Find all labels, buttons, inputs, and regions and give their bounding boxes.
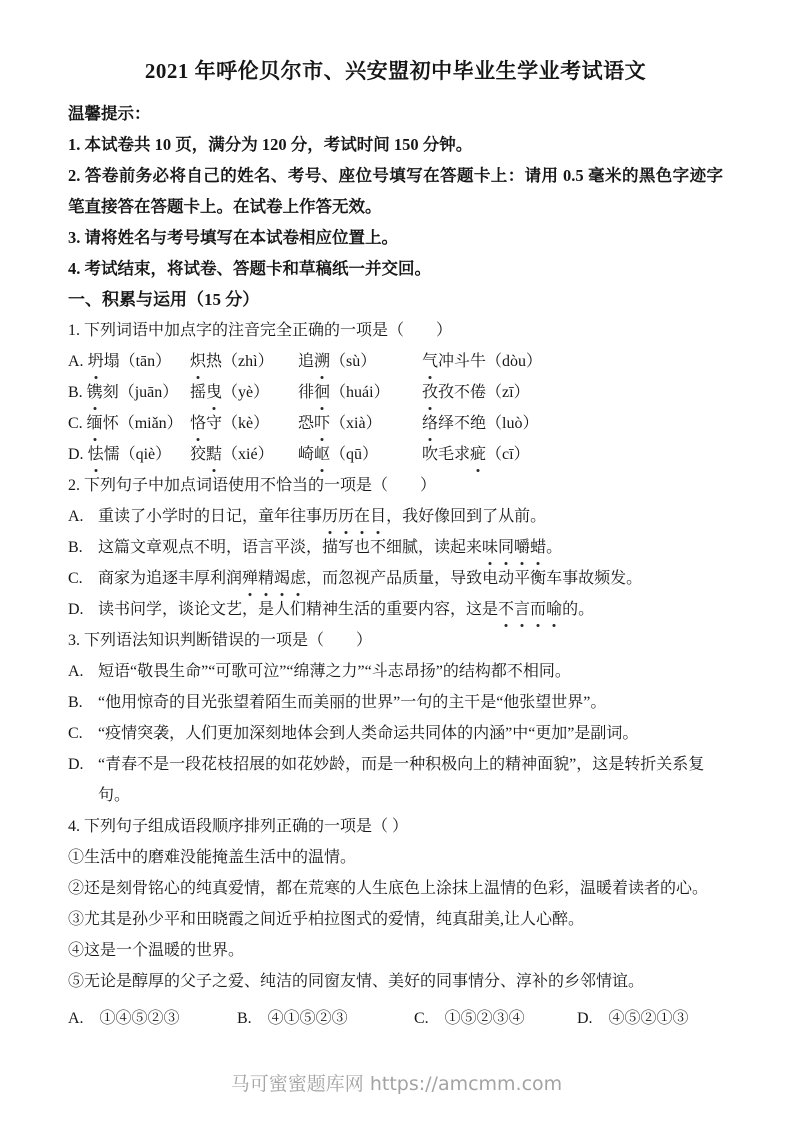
- option-label: D.: [68, 756, 84, 773]
- question-2-option-d: [68, 594, 723, 625]
- choice-b: B. ④①⑤②③: [237, 1010, 348, 1027]
- option-text: 这篇文章观点不明，语言平淡，描写也不细腻，读起来味同嚼蜡。: [98, 532, 723, 563]
- question-2-option-b: [68, 532, 723, 563]
- option-text: “他用惊奇的目光张望着陌生而美丽的世界”一句的主干是“他张望世界”。: [98, 694, 607, 711]
- notice-heading: 温馨提示：: [68, 104, 151, 123]
- option-cell: 恐吓（xià）: [298, 408, 422, 439]
- option-text: “疫情突袭，人们更加深刻地体会到人类命运共同体的内涵”中“更加”是副词。: [98, 725, 639, 742]
- option-text: 读书问学，谈论文艺，是人们精神生活的重要内容，这是不言而喻的。: [98, 594, 723, 625]
- choice-d: D. ④⑤②①③: [577, 1010, 689, 1027]
- question-4-sentence-3: ③尤其是孙少平和田晓霞之间近乎柏拉图式的爱情，纯真甜美,让人心醉。: [68, 911, 585, 928]
- option-cell: D. 怯懦（qiè）: [68, 439, 190, 470]
- question-4-sentence-2: ②还是刻骨铭心的纯真爱情，都在荒寒的人生底色上涂抹上温情的色彩，温暖着读者的心。: [68, 880, 709, 897]
- question-3-option-b: [68, 687, 723, 718]
- question-3-options: [68, 656, 723, 811]
- question-2-stem: 2. 下列句子中加点词语使用不恰当的一项是（ ）: [68, 477, 437, 494]
- option-label: A.: [68, 508, 84, 525]
- option-label: B.: [68, 539, 83, 556]
- section-heading: 一、积累与运用（15 分）: [68, 290, 260, 309]
- notice-section: [68, 98, 723, 284]
- question-2-option-a: [68, 501, 723, 532]
- question-1-stem: 1. 下列词语中加点字的注音完全正确的一项是（ ）: [68, 322, 453, 339]
- choice-c: C. ①⑤②③④: [414, 1010, 525, 1027]
- option-text: 商家为追逐丰厚利润殚精竭虑，而忽视产品质量，导致电动平衡车事故频发。: [98, 563, 723, 594]
- option-cell: 络绎不绝（luò）: [422, 408, 723, 439]
- question-1-options: [68, 346, 723, 470]
- question-2-option-c: [68, 563, 723, 594]
- question-4-choices: [68, 1003, 723, 1034]
- option-label: A.: [68, 663, 84, 680]
- question-1-option-row-c: [68, 408, 723, 439]
- option-cell: 追溯（sù）: [298, 346, 422, 377]
- question-2-options: [68, 501, 723, 625]
- page-title: 2021 年呼伦贝尔市、兴安盟初中毕业生学业考试语文: [144, 59, 647, 83]
- notice-item-3: 3. 请将姓名与考号填写在本试卷相应位置上。: [68, 228, 398, 247]
- option-cell: 恪守（kè）: [190, 408, 298, 439]
- option-cell: 孜孜不倦（zī）: [422, 377, 723, 408]
- question-1-option-row-b: [68, 377, 723, 408]
- question-4-sentence-4: ④这是一个温暖的世界。: [68, 942, 245, 959]
- option-text: 重读了小学时的日记，童年往事历历在目，我好像回到了从前。: [98, 501, 723, 532]
- option-cell: C. 缅怀（miǎn）: [68, 408, 190, 439]
- notice-item-1: 1. 本试卷共 10 页，满分为 120 分，考试时间 150 分钟。: [68, 135, 473, 154]
- question-4-stem: 4. 下列句子组成语段顺序排列正确的一项是（ ）: [68, 818, 409, 835]
- option-label: B.: [68, 694, 83, 711]
- choice-a: A. ①④⑤②③: [68, 1010, 180, 1027]
- option-label: C.: [68, 725, 83, 742]
- question-3-option-a: [68, 656, 723, 687]
- option-cell: 摇曳（yè）: [190, 377, 298, 408]
- option-cell: B. 镌刻（juān）: [68, 377, 190, 408]
- option-cell: 狡黠（xié）: [190, 439, 298, 470]
- notice-item-4: 4. 考试结束，将试卷、答题卡和草稿纸一并交回。: [68, 259, 431, 278]
- question-4-sentence-1: ①生活中的磨难没能掩盖生活中的温情。: [68, 849, 357, 866]
- option-cell: 崎岖（qū）: [298, 439, 422, 470]
- question-3-option-c: [68, 718, 723, 749]
- question-1-option-row-a: [68, 346, 723, 377]
- option-cell: 气冲斗牛（dòu）: [422, 346, 723, 377]
- notice-item-2: 2. 答卷前务必将自己的姓名、考号、座位号填写在答题卡上：请用 0.5 毫米的黑色字迹字笔直接答在答题卡上。在试卷上作答无效。: [68, 166, 724, 216]
- question-3-stem: 3. 下列语法知识判断错误的一项是（ ）: [68, 632, 373, 649]
- question-4-sentence-5: ⑤无论是醇厚的父子之爱、纯洁的同窗友情、美好的同事情分、淳补的乡邻情谊。: [68, 973, 645, 990]
- option-cell: A. 坍塌（tān）: [68, 346, 190, 377]
- option-cell: 吹毛求疵（cī）: [422, 439, 723, 470]
- footer-watermark: 马可蜜蜜题库网 https://amcmm.com: [230, 1073, 563, 1095]
- option-cell: 炽热（zhì）: [190, 346, 298, 377]
- question-1-option-row-d: [68, 439, 723, 470]
- option-cell: 徘徊（huái）: [298, 377, 422, 408]
- option-text: “青春不是一段花枝招展的如花妙龄，而是一种积极向上的精神面貌”，这是转折关系复句。: [98, 756, 705, 804]
- question-3-option-d: [68, 749, 723, 811]
- option-label: C.: [68, 570, 83, 587]
- option-label: D.: [68, 601, 84, 618]
- option-text: 短语“敬畏生命”“可歌可泣”“绵薄之力”“斗志昂扬”的结构都不相同。: [98, 663, 571, 680]
